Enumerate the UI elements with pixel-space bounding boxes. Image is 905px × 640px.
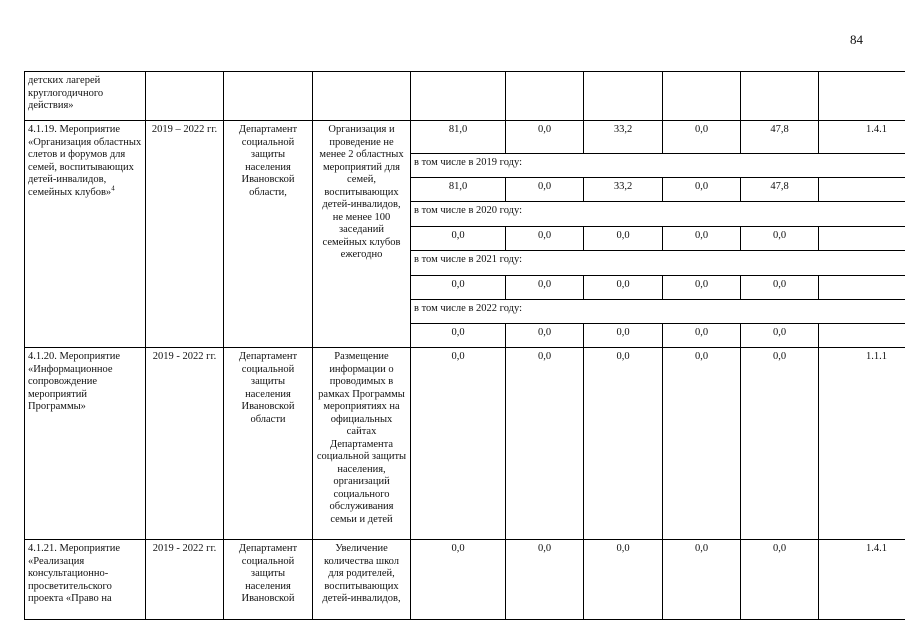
value-cell: 33,2 [584,178,663,202]
value-cell: 0,0 [663,178,741,202]
result-cell: Размещение информации о проводимых в рамках Программы мероприятиях на официальных сайтах Департамента социальной защиты населения, организаций социального обслуживания семьи и детей [313,348,411,540]
table-row [25,121,905,154]
value-cell: 0,0 [411,276,506,300]
year-subheader: в том числе в 2019 году: [411,154,905,178]
value-cell: 0,0 [741,324,819,348]
indicator-cell [819,324,905,348]
value-cell: 0,0 [506,348,584,540]
executor-cell: Департамент социальной защиты населения Ивановской [224,540,313,620]
activity-name-cell: 4.1.20. Мероприятие «Информационное сопровождение мероприятий Программы» [25,348,146,540]
value-cell: 0,0 [663,121,741,154]
table-row [25,540,905,620]
result-cell [313,72,411,121]
indicator-cell: 1.4.1 [819,540,905,620]
indicator-cell [819,276,905,300]
value-cell: 0,0 [663,324,741,348]
indicator-cell: 1.1.1 [819,348,905,540]
value-cell [584,72,663,121]
value-cell: 47,8 [741,178,819,202]
value-cell [506,72,584,121]
value-cell: 0,0 [506,227,584,251]
executor-cell [224,72,313,121]
period-cell: 2019 - 2022 гг. [146,348,224,540]
value-cell: 0,0 [506,121,584,154]
value-cell: 0,0 [506,276,584,300]
value-cell: 81,0 [411,121,506,154]
value-cell: 0,0 [584,540,663,620]
value-cell: 0,0 [584,227,663,251]
activity-name-cell: 4.1.21. Мероприятие «Реализация консультационно-просветительского проекта «Право на [25,540,146,620]
value-cell [411,72,506,121]
value-cell [663,72,741,121]
table-row [25,72,905,121]
indicator-cell [819,227,905,251]
value-cell: 0,0 [584,276,663,300]
year-subheader: в том числе в 2021 году: [411,251,905,276]
executor-cell: Департамент социальной защиты населения Ивановской области, [224,121,313,348]
period-cell: 2019 - 2022 гг. [146,540,224,620]
value-cell: 47,8 [741,121,819,154]
value-cell: 81,0 [411,178,506,202]
value-cell: 0,0 [411,324,506,348]
value-cell: 0,0 [663,276,741,300]
value-cell: 0,0 [741,276,819,300]
indicator-cell: 1.4.1 [819,121,905,154]
period-cell: 2019 – 2022 гг. [146,121,224,348]
value-cell: 0,0 [741,227,819,251]
period-cell [146,72,224,121]
value-cell: 0,0 [506,540,584,620]
value-cell [741,72,819,121]
activity-name: 4.1.19. Мероприятие «Организация областных слетов и форумов для семей, воспитывающих детей-инвалидов, семейных клубов» [28,124,142,198]
year-subheader: в том числе в 2020 году: [411,202,905,227]
value-cell: 0,0 [663,348,741,540]
activity-name-cell: детских лагерей круглогодичного действия» [25,72,146,121]
executor-cell: Департамент социальной защиты населения Ивановской области [224,348,313,540]
program-table [24,71,905,620]
footnote-mark: 4 [111,184,115,192]
value-cell: 0,0 [411,348,506,540]
value-cell: 0,0 [663,227,741,251]
indicator-cell [819,178,905,202]
value-cell: 0,0 [741,540,819,620]
year-subheader: в том числе в 2022 году: [411,300,905,324]
result-cell: Организация и проведение не менее 2 областных мероприятий для семей, воспитывающих детей-инвалидов, не менее 100 заседаний семейных клубов ежегодно [313,121,411,348]
value-cell: 0,0 [506,178,584,202]
value-cell: 33,2 [584,121,663,154]
value-cell: 0,0 [584,324,663,348]
value-cell: 0,0 [663,540,741,620]
value-cell: 0,0 [506,324,584,348]
value-cell: 0,0 [411,540,506,620]
result-cell: Увеличение количества школ для родителей, воспитывающих детей-инвалидов, [313,540,411,620]
indicator-cell [819,72,905,121]
value-cell: 0,0 [741,348,819,540]
activity-name-cell [25,121,146,348]
value-cell: 0,0 [411,227,506,251]
table-row [25,348,905,540]
page-number: 84 [850,32,863,47]
value-cell: 0,0 [584,348,663,540]
